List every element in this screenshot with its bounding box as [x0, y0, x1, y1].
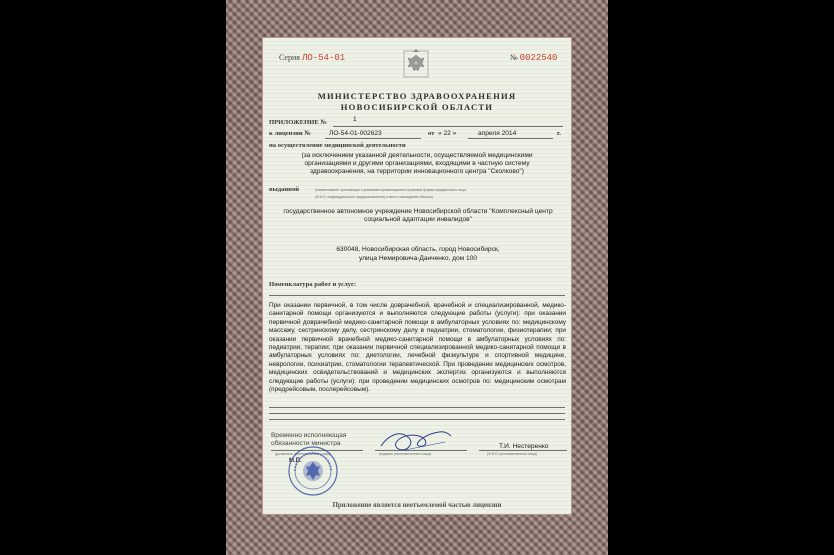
activity-text: (за исключением указанной деятельности, осуществляемой медицинскими организациями и другими организациями, входящими в частную систему здравоохранения, на территории инновационного центра "Сколково") [301, 152, 533, 176]
activity-label: на осуществление медицинской деятельности [269, 142, 406, 149]
signature-icon [375, 424, 455, 458]
signatory-title-2: обязанности министра [271, 440, 341, 447]
coat-of-arms-icon [401, 47, 431, 79]
issued-organization: государственное автономное учреждение Новосибирской области "Комплексный центр социальной адаптации инвалидов" [283, 208, 553, 224]
issued-note-1: (наименование организации с указанием организационно-правовой формы юридического лица [315, 188, 466, 192]
series-label: Серия [279, 53, 300, 62]
appendix-label: ПРИЛОЖЕНИЕ № [269, 119, 328, 126]
license-date: « 22 » [438, 130, 457, 137]
note-position: (должность уполномоченного лица) [275, 452, 332, 456]
official-stamp-icon [287, 445, 339, 497]
ministry-line-2: НОВОСИБИРСКОЙ ОБЛАСТИ [340, 102, 494, 112]
number-value: 0022540 [519, 53, 558, 63]
note-name: (Ф.И.О. уполномоченного лица) [487, 452, 537, 456]
appendix-value: 1 [353, 116, 357, 123]
series-row [279, 53, 345, 63]
signatory-name: Т.И. Нестеренко [499, 443, 549, 450]
license-month-year: апреля 2014 [478, 130, 517, 137]
note-signature: (подпись уполномоченного лица) [379, 452, 432, 456]
license-document [226, 0, 608, 555]
nomenclature-label: Номенклатура работ и услуг: [269, 281, 357, 288]
services-text: При оказании первичной, в том числе доврачебной, врачебной и специализированной, медико-санитарной помощи организуются и выполняются следующие работы (услуги): при оказании первичной доврачебной медико-санитарной помощи в амбулаторных условиях по: медицинскому массажу, сестринскому делу, сестринскому делу в педиатрии, стоматологии, физиотерапии; при оказании первичной врачебной медико-санитарной помощи в амбулаторных условиях по: педиатрии, терапии; при оказании первичной специализированной медико-санитарной помощи в амбулаторных условиях по: диетологии, лечебной физкультуре и спортивной медицине, неврологии, психиатрии, стоматологии терапевтической. При проведении медицинских осмотров, медицинских освидетельствований и медицинских экспертиз организуются и выполняются следующие работы (услуги): при проведении медицинских осмотров по: медицинским осмотрам (предрейсовым, послерейсовым). [269, 302, 566, 394]
series-value: ЛО-54-01 [301, 53, 346, 63]
license-label: к лицензии № [269, 130, 311, 137]
issued-address-2: улица Немировича-Данченко, дом 100 [358, 255, 478, 262]
issued-label: выданной [269, 186, 300, 193]
license-number: ЛО-54-01-002623 [329, 130, 382, 137]
number-label: № [510, 53, 518, 62]
number-row [510, 53, 557, 63]
signatory-title-1: Временно исполняющая [271, 432, 347, 439]
footer-note: Приложение является неотъемлемой частью лицензии [332, 502, 502, 509]
license-from-label: от [428, 130, 435, 137]
license-year-suffix: г. [557, 130, 561, 137]
stamp-place: М.П. [289, 458, 302, 464]
license-day: 22 [443, 130, 451, 137]
document-paper [263, 38, 571, 514]
issued-address-1: 630048, Новосибирская область, город Новосибирск, [336, 246, 500, 253]
ministry-line-1: МИНИСТЕРСТВО ЗДРАВООХРАНЕНИЯ [317, 91, 517, 101]
issued-note-2: (Ф.И.О. индивидуального предпринимателя) и место нахождения объекта) [315, 195, 433, 199]
